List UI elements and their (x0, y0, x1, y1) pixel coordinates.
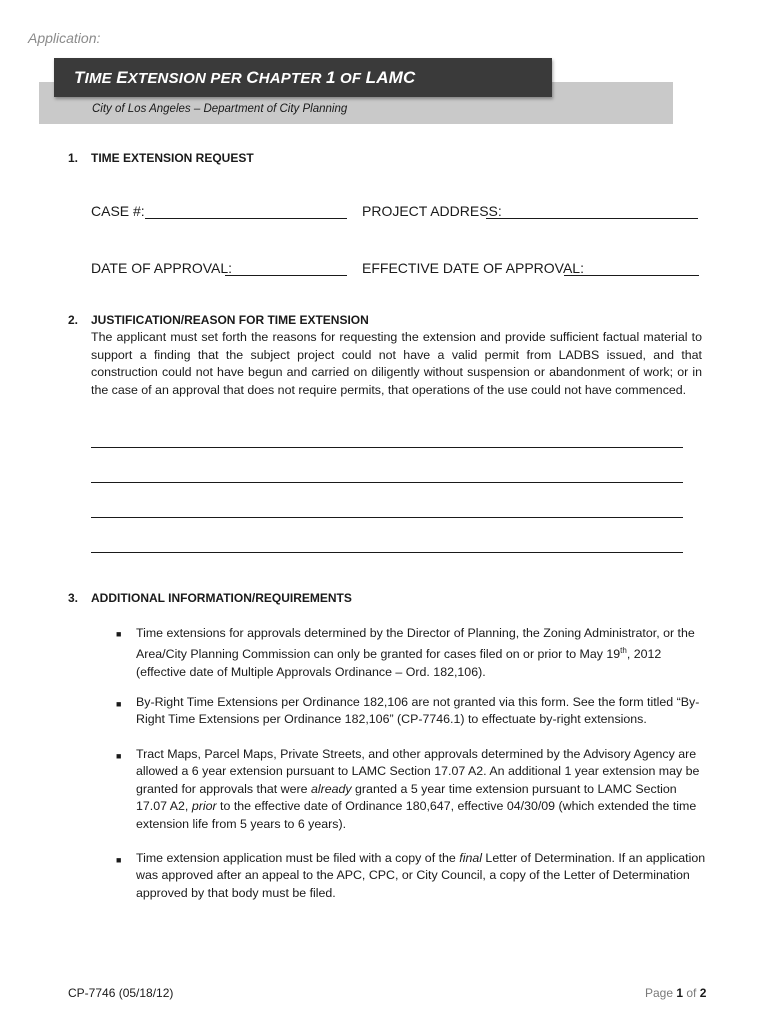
title-part: C (246, 68, 259, 87)
requirement-text: to the effective date of Ordinance 180,647, effective 04/30/09 (which extended the time extension life from 5 years to 6 years). (136, 799, 697, 831)
date-of-approval-field[interactable] (225, 275, 347, 276)
title-part: 1 (325, 68, 336, 87)
justification-line[interactable] (91, 552, 683, 553)
title-banner (54, 58, 552, 97)
project-address-label: PROJECT ADDRESS: (362, 203, 502, 219)
requirement-item (136, 694, 706, 729)
bullet-icon: ■ (116, 699, 122, 709)
bullet-icon: ■ (116, 751, 122, 761)
section-1-heading: TIME EXTENSION REQUEST (91, 151, 254, 165)
requirement-emphasis: final (459, 851, 482, 865)
requirement-text: Tract Maps, Parcel Maps, Private Streets, and other approvals determined by the Advisory Agency are allowed a 6 year extension pursuant to LAMC Section 17.07 A2. An additional 1 year extension may be granted for approvals that were (136, 747, 700, 796)
requirement-text: granted a 5 year time extension pursuant to LAMC Section 17.07 A2, (136, 781, 677, 814)
page-word: Page (645, 986, 677, 1000)
justification-line[interactable] (91, 482, 683, 483)
justification-line[interactable] (91, 517, 683, 518)
requirement-item (136, 746, 706, 833)
requirement-text: Time extension application must be filed with a copy of the (136, 851, 460, 865)
bullet-icon: ■ (116, 629, 122, 639)
requirement-superscript: th (620, 646, 627, 656)
effective-date-field[interactable] (564, 275, 699, 276)
justification-instructions: The applicant must set forth the reasons for requesting the extension and provide sufficient factual material to support a finding that the subject project could not have a valid permit from LADBS issued, and that construction could not have begun and carried on diligently without suspension or abandonment of work; or in the case of an approval that does not require permits, that operations of the use could not have commenced. (91, 330, 702, 397)
justification-line[interactable] (91, 447, 683, 448)
project-address-field[interactable] (486, 218, 698, 219)
section-2-number: 2. (68, 313, 79, 327)
case-number-label: CASE #: (91, 203, 145, 219)
requirement-text: Time extensions for approvals determined by the Director of Planning, the Zoning Administrator, or the Area/City Planning Commission can only be granted for cases filed on or prior to May 19 (136, 626, 695, 662)
section-3-heading: ADDITIONAL INFORMATION/REQUIREMENTS (91, 591, 352, 605)
title-part: LAMC (365, 68, 416, 87)
department-subtitle: City of Los Angeles – Department of City Planning (92, 103, 348, 115)
title-part: IME (84, 70, 117, 87)
requirement-item (136, 850, 706, 902)
page-of: of (683, 986, 700, 1000)
requirement-emphasis: already (310, 781, 352, 796)
title-part: OF (335, 70, 366, 87)
section-3-number: 3. (68, 591, 79, 605)
requirement-item (136, 625, 706, 681)
effective-date-label: EFFECTIVE DATE OF APPROVAL: (362, 260, 584, 276)
title-part: T (74, 68, 85, 87)
page-total: 2 (699, 986, 707, 1000)
form-number: CP-7746 (05/18/12) (68, 986, 174, 1000)
page-current: 1 (676, 986, 684, 1000)
title-part: HAPTER (258, 70, 326, 87)
requirement-text: Letter of Determination. If an application was approved after an appeal to the APC, CPC, or City Council, a copy of the Letter of Determination approved by that body must be filed. (136, 851, 706, 900)
case-number-field[interactable] (145, 218, 347, 219)
date-of-approval-label: DATE OF APPROVAL: (91, 260, 233, 276)
application-label: Application: (28, 30, 101, 46)
title-part: E (116, 68, 128, 87)
section-2-heading: JUSTIFICATION/REASON FOR TIME EXTENSION (91, 313, 369, 327)
title-part: XTENSION PER (127, 70, 247, 87)
requirement-text: , 2012 (effective date of Multiple Approvals Ordinance – Ord. 182,106). (136, 647, 662, 679)
requirement-emphasis: prior (191, 799, 217, 814)
bullet-icon: ■ (116, 855, 122, 865)
form-title (74, 68, 416, 88)
section-1-number: 1. (68, 151, 79, 165)
requirement-text: By-Right Time Extensions per Ordinance 182,106 are not granted via this form. See the form titled “By-Right Time Extensions per Ordinance 182,106” (CP-7746.1) to effectuate by-right extensions. (136, 695, 700, 727)
page-indicator (645, 986, 706, 1000)
